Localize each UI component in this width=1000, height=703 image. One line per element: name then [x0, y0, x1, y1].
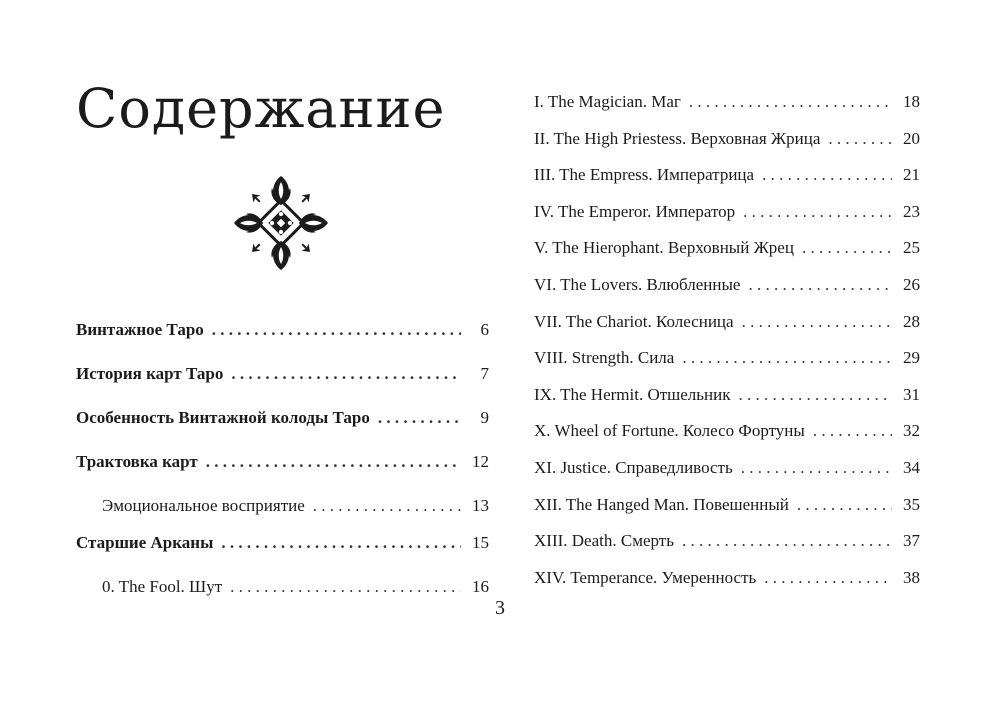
toc-entry-page: 35: [903, 494, 920, 514]
toc-entry[interactable]: [534, 413, 920, 450]
toc-entry-title: Винтажное Таро: [76, 320, 204, 339]
toc-entry-title: Эмоциональное восприятие: [102, 496, 305, 515]
toc-entry-page: 26: [903, 274, 920, 294]
toc-entry[interactable]: [76, 400, 489, 444]
toc-entry[interactable]: [534, 121, 920, 158]
toc-entry-page: 31: [903, 384, 920, 404]
toc-entry[interactable]: [76, 356, 489, 400]
toc-entry-page: 13: [472, 496, 489, 515]
toc-entry-page: 12: [472, 452, 489, 471]
toc-leader-dots: [313, 488, 461, 524]
toc-entry-title: III. The Empress. Императрица: [534, 165, 755, 185]
toc-entry-title: Особенность Винтажной колоды Таро: [76, 408, 370, 427]
toc-leader-dots: [230, 569, 461, 605]
toc-leader-dots: [682, 340, 892, 376]
toc-entry[interactable]: [534, 487, 920, 524]
toc-entry-title: I. The Magician. Маг: [534, 92, 681, 111]
toc-leader-dots: [742, 304, 892, 340]
toc-entry[interactable]: [534, 523, 920, 560]
toc-entry-page: 34: [903, 457, 920, 477]
toc-entry-title: II. The High Priestess. Верховная Жрица: [534, 128, 821, 148]
toc-leader-dots: [828, 121, 892, 157]
toc-leader-dots: [743, 194, 892, 230]
toc-entry[interactable]: [534, 450, 920, 487]
toc-entry-title: Старшие Арканы: [76, 533, 214, 552]
toc-leader-dots: [212, 312, 461, 348]
toc-entry-page: 7: [480, 364, 489, 383]
toc-leader-dots: [802, 230, 892, 266]
toc-leader-dots: [813, 413, 892, 449]
toc-leader-dots: [739, 377, 893, 413]
toc-entry-title: V. The Hierophant. Верховный Жрец: [534, 238, 794, 258]
toc-entry-page: 18: [903, 92, 920, 111]
page-number: 3: [495, 597, 505, 619]
toc-leader-dots: [221, 525, 461, 561]
toc-leader-dots: [689, 84, 892, 120]
toc-entry-page: 38: [903, 567, 920, 587]
toc-entry[interactable]: [534, 194, 920, 231]
toc-entry-title: VII. The Chariot. Колесница: [534, 311, 734, 331]
floral-ornament-icon: [226, 172, 336, 274]
toc-entry-title: 0. The Fool. Шут: [102, 577, 223, 596]
toc-leader-dots: [206, 444, 461, 480]
toc-entry-title: XII. The Hanged Man. Повешенный: [534, 494, 789, 514]
toc-entry-title: VI. The Lovers. Влюбленные: [534, 274, 741, 294]
toc-entry[interactable]: [534, 377, 920, 414]
toc-entry-page: 15: [472, 533, 489, 552]
toc-entry[interactable]: [534, 230, 920, 267]
toc-subentry[interactable]: [76, 488, 489, 525]
toc-entry[interactable]: [534, 267, 920, 304]
toc-leader-dots: [378, 400, 461, 436]
toc-entry-title: XI. Justice. Справедливость: [534, 457, 733, 477]
toc-leader-dots: [797, 487, 892, 523]
page-title: Содержание: [76, 77, 446, 140]
toc-entry-title: VIII. Strength. Сила: [534, 348, 675, 368]
toc-leader-dots: [741, 450, 892, 486]
toc-leader-dots: [748, 267, 892, 303]
toc-entry-title: X. Wheel of Fortune. Колесо Фортуны: [534, 421, 805, 441]
toc-leader-dots: [231, 356, 461, 392]
toc-entry-page: 37: [903, 531, 920, 551]
toc-entry-page: 21: [903, 165, 920, 185]
toc-entry-page: 16: [472, 577, 489, 596]
toc-entry-page: 9: [480, 408, 489, 427]
toc-entry[interactable]: [534, 84, 920, 121]
toc-entry-page: 29: [903, 348, 920, 368]
toc-entry-page: 28: [903, 311, 920, 331]
toc-entry[interactable]: [76, 444, 489, 488]
toc-entry-page: 6: [480, 320, 489, 339]
toc-entry-title: История карт Таро: [76, 364, 224, 383]
toc-entry-title: IV. The Emperor. Император: [534, 201, 736, 221]
toc-leader-dots: [682, 523, 892, 559]
toc-entry[interactable]: [76, 312, 489, 356]
toc-entry-title: XIII. Death. Смерть: [534, 531, 674, 551]
toc-leader-dots: [764, 560, 892, 596]
toc-left-column: [76, 312, 489, 606]
toc-entry-page: 20: [903, 128, 920, 148]
toc-entry-title: Трактовка карт: [76, 452, 198, 471]
toc-entry[interactable]: [534, 157, 920, 194]
toc-leader-dots: [762, 157, 892, 193]
toc-subentry[interactable]: [76, 569, 489, 606]
toc-entry-page: 23: [903, 201, 920, 221]
toc-entry[interactable]: [76, 525, 489, 569]
toc-entry-page: 32: [903, 421, 920, 441]
toc-entry[interactable]: [534, 560, 920, 597]
toc-entry-page: 25: [903, 238, 920, 258]
toc-entry[interactable]: [534, 304, 920, 341]
toc-right-column: [534, 84, 920, 596]
toc-entry-title: XIV. Temperance. Умеренность: [534, 567, 757, 587]
toc-entry-title: IX. The Hermit. Отшельник: [534, 384, 731, 404]
toc-entry[interactable]: [534, 340, 920, 377]
